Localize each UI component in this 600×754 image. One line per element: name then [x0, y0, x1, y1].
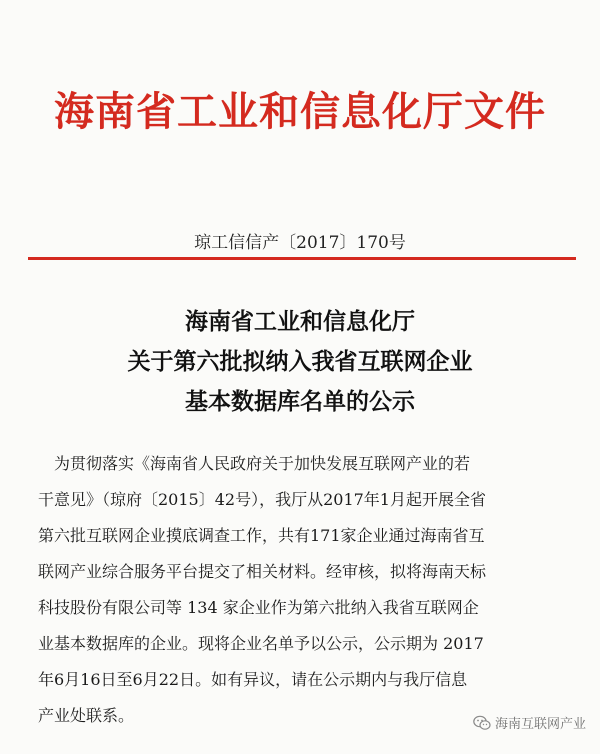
red-divider-line	[28, 257, 576, 260]
notice-body	[38, 446, 568, 734]
body-line: 年6月16日至6月22日。如有异议，请在公示期内与我厅信息	[38, 670, 468, 689]
notice-title	[0, 302, 600, 422]
document-number: 琼工信信产〔2017〕170号	[194, 233, 406, 253]
wechat-watermark	[473, 713, 586, 732]
watermark-label: 海南互联网产业	[494, 717, 586, 732]
body-line: 干意见》（琼府〔2015〕42号），我厅从2017年1月起开展全省	[38, 490, 486, 509]
body-line: 科技股份有限公司等 134 家企业作为第六批纳入我省互联网企	[38, 598, 479, 617]
body-line: 第六批互联网企业摸底调查工作，共有171家企业通过海南省互	[38, 526, 485, 545]
wechat-icon	[473, 715, 491, 731]
notice-title-line: 海南省工业和信息化厅	[185, 308, 415, 335]
notice-title-line: 关于第六批拟纳入我省互联网企业	[127, 348, 473, 375]
body-line: 为贯彻落实《海南省人民政府关于加快发展互联网产业的若	[38, 454, 471, 473]
body-line: 业基本数据库的企业。现将企业名单予以公示，公示期为 2017	[38, 634, 484, 653]
body-line: 产业处联系。	[38, 706, 135, 725]
body-line: 联网产业综合服务平台提交了相关材料。经审核，拟将海南天标	[38, 562, 487, 581]
notice-title-line: 基本数据库名单的公示	[185, 388, 415, 415]
issuer-header-title: 海南省工业和信息化厅文件	[54, 89, 546, 135]
